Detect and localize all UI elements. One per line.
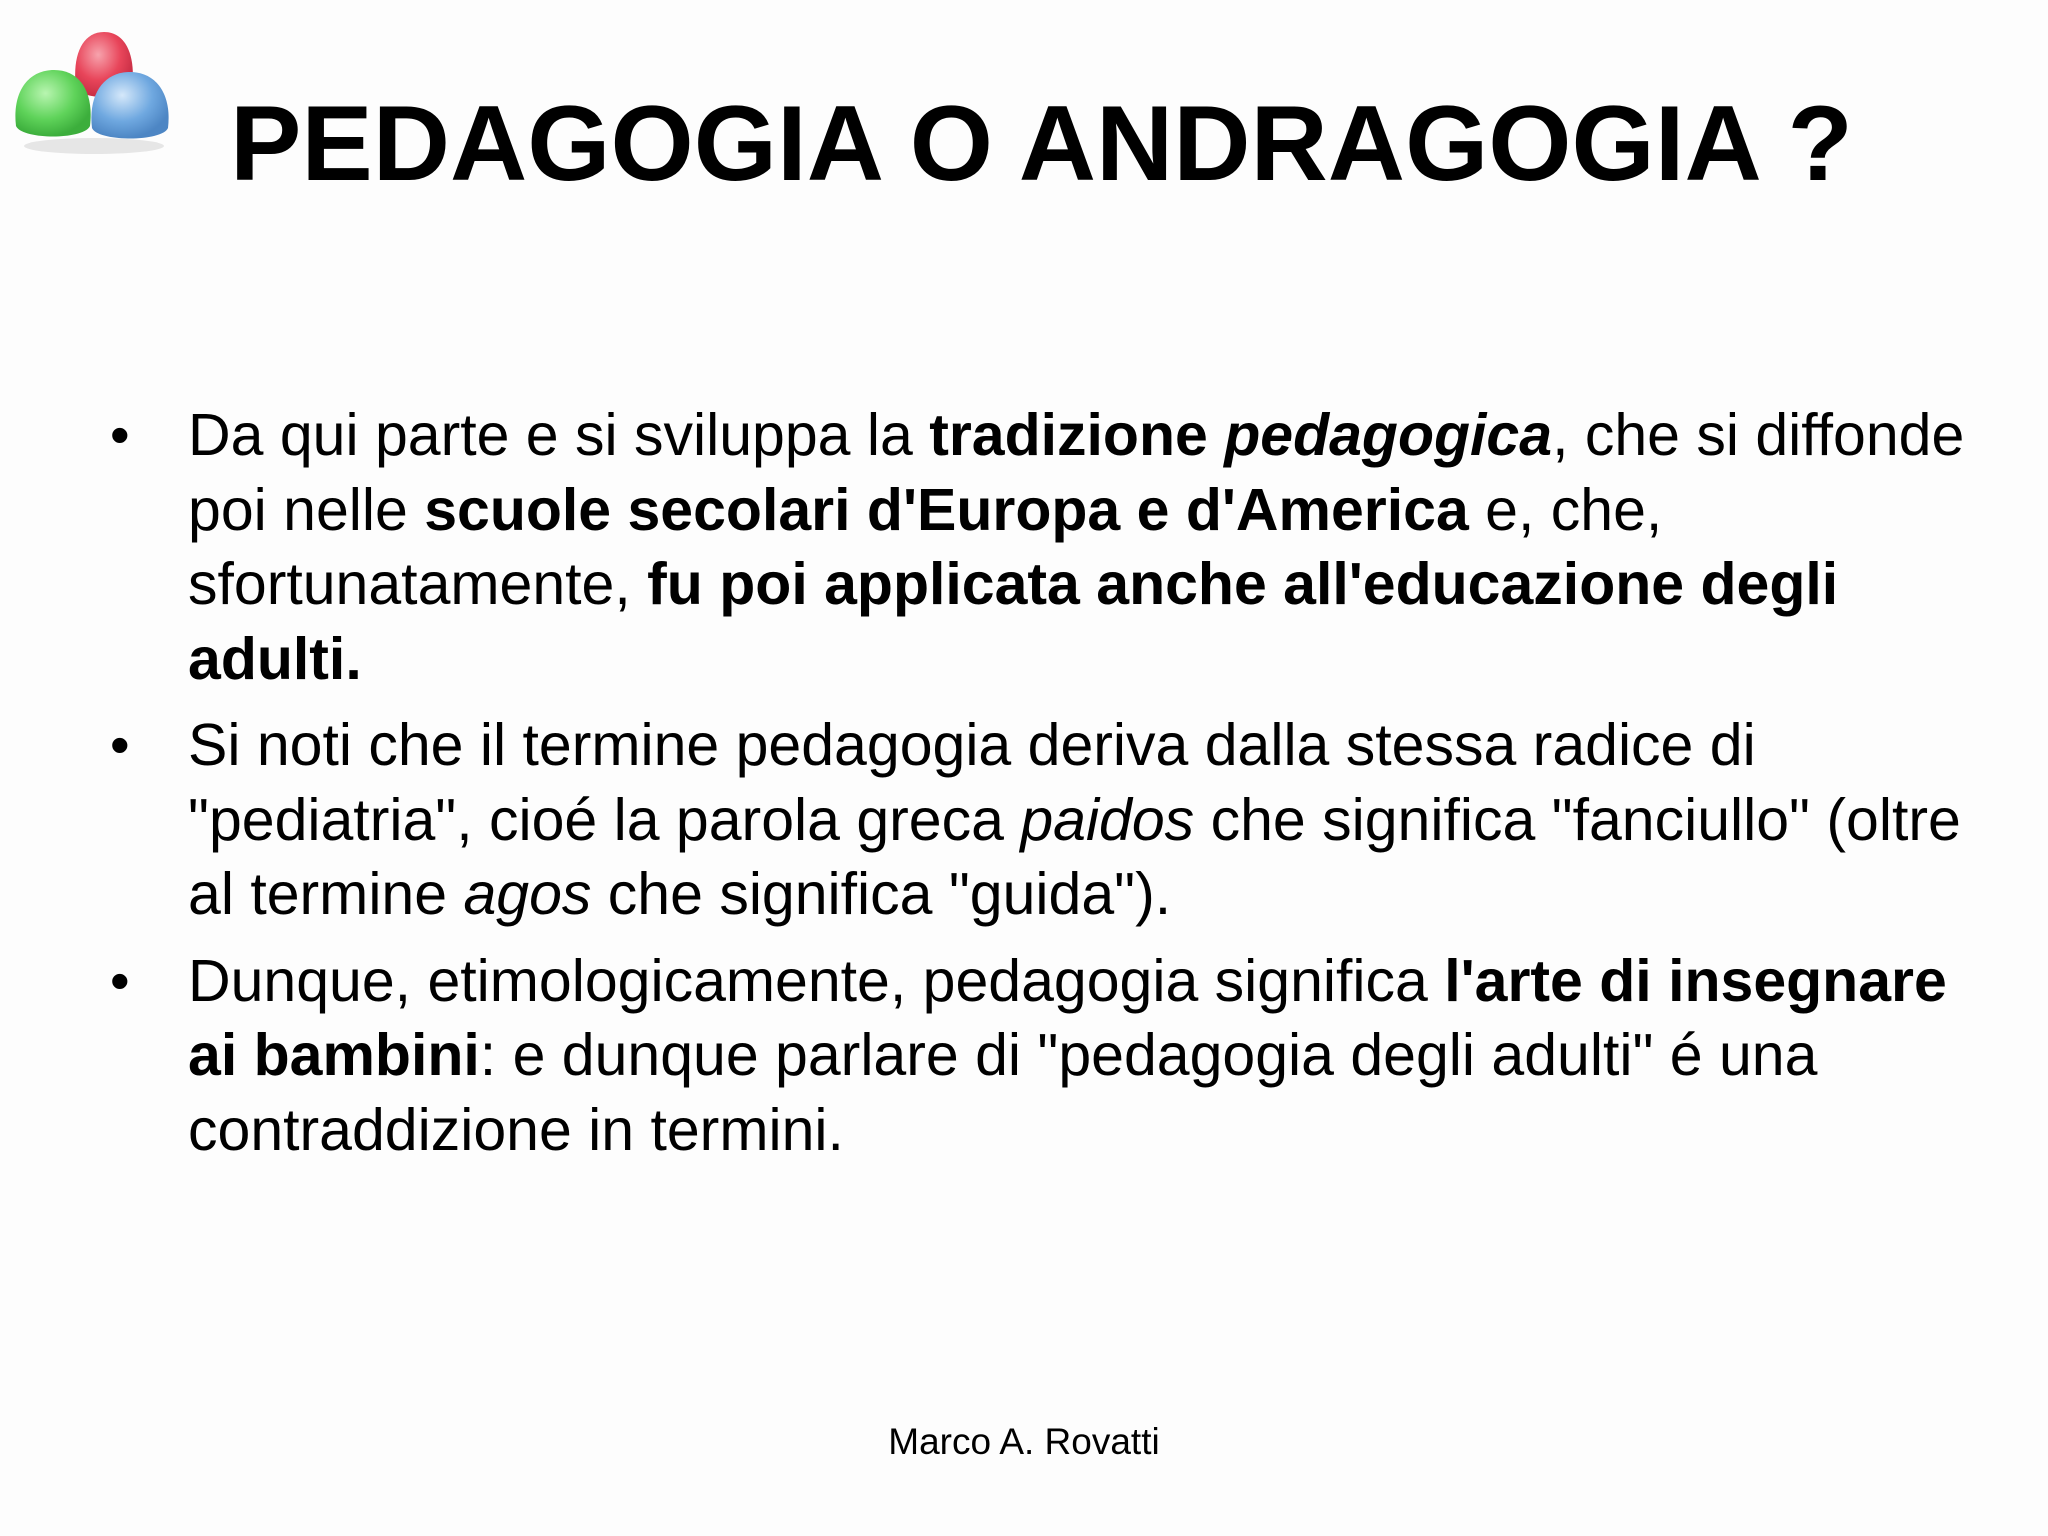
footer-author: Marco A. Rovatti xyxy=(888,1421,1160,1462)
bullet-item xyxy=(0,944,2048,1168)
bullet-text-segment: che significa "fanciullo" (oltre al termine xyxy=(188,786,1978,927)
bullet-text-segment: Dunque, etimologicamente, pedagogia significa xyxy=(188,947,1445,1014)
bullet-text-segment: paidos xyxy=(1020,786,1195,853)
bullet-text xyxy=(188,708,1988,932)
bullet-item xyxy=(0,708,2048,932)
bullet-text-segment: tradizione xyxy=(929,402,1225,468)
bullet-dot: • xyxy=(110,403,130,466)
slide-title: PEDAGOGIA O ANDRAGOGIA ? xyxy=(230,83,1853,203)
bullet-text xyxy=(188,944,1988,1168)
bullet-text-segment: e, che, sfortunatamente, xyxy=(188,476,1679,617)
bullet-text-segment: Si noti che il termine pedagogia deriva dalla stessa radice di "pediatria", cioé la parola greca xyxy=(188,712,1773,853)
bullet-text-segment: l'arte di insegnare ai bambini xyxy=(188,947,1964,1088)
bullet-text-segment: : e dunque parlare di "pedagogia degli adulti" é una contraddizione in termini. xyxy=(188,1022,1834,1163)
bullet-text-segment: fu poi applicata anche all'educazione degli adulti. xyxy=(188,551,1855,692)
bullet-dot: • xyxy=(110,713,130,776)
bullet-text-segment: che significa "guida"). xyxy=(591,861,1172,927)
gumdrops-logo-icon xyxy=(14,26,174,156)
bullet-text xyxy=(188,398,1988,696)
bullet-dot: • xyxy=(110,948,130,1012)
bullet-text-segment: agos xyxy=(463,861,592,927)
bullet-item xyxy=(0,398,2048,696)
bullet-text-segment: Da qui parte e si sviluppa la xyxy=(188,402,930,468)
bullet-text-segment: pedagogica xyxy=(1224,402,1553,468)
bullet-text-segment: scuole secolari d'Europa e d'America xyxy=(424,476,1469,543)
bullet-text-segment: , che si diffonde poi nelle xyxy=(188,402,1981,543)
bullet-list xyxy=(0,398,2048,1179)
